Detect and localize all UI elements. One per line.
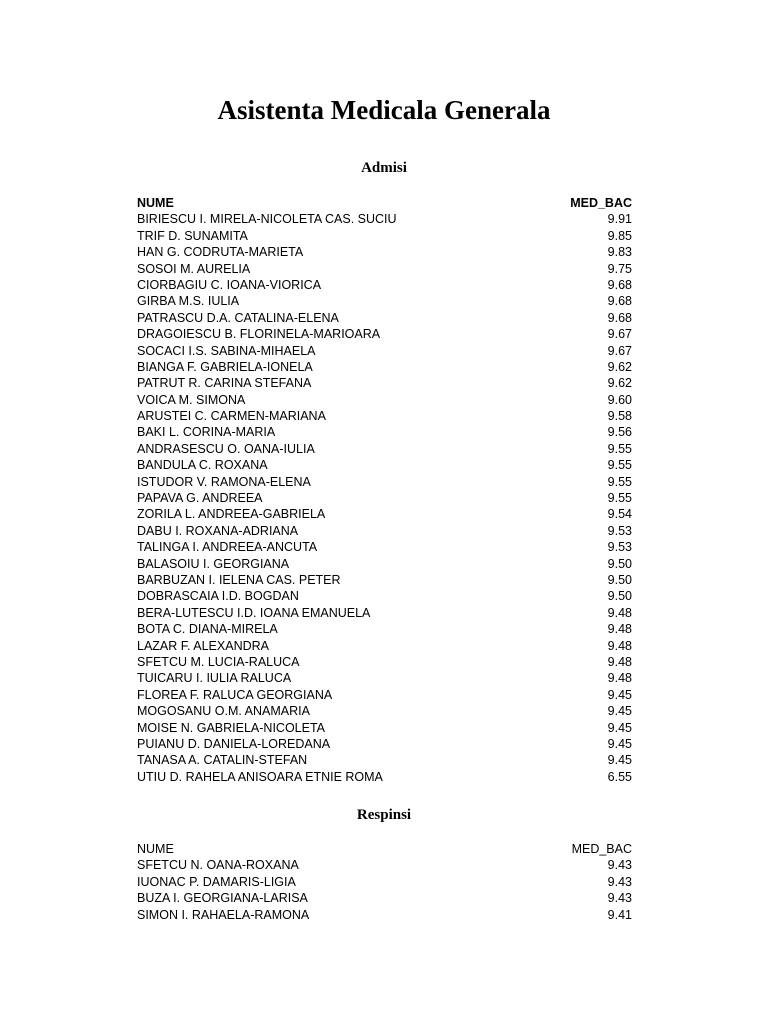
table-row — [137, 720, 632, 736]
student-name: TALINGA I. ANDREEA-ANCUTA — [137, 540, 318, 555]
med-bac-value: 6.55 — [607, 769, 632, 784]
med-bac-value: 9.48 — [607, 654, 632, 669]
med-bac-value: 9.45 — [607, 720, 632, 735]
student-name: BARBUZAN I. IELENA CAS. PETER — [137, 572, 341, 587]
table-row — [137, 441, 632, 457]
student-name: TANASA A. CATALIN-STEFAN — [137, 753, 308, 768]
med-bac-value: 9.45 — [607, 736, 632, 751]
med-bac-value: 9.43 — [607, 891, 632, 906]
student-name: MOGOSANU O.M. ANAMARIA — [137, 704, 310, 719]
med-bac-value: 9.48 — [607, 622, 632, 637]
table-row — [137, 310, 632, 326]
student-name: MOISE N. GABRIELA-NICOLETA — [137, 720, 326, 735]
med-bac-value: 9.45 — [607, 687, 632, 702]
table-row — [137, 359, 632, 375]
table-row — [137, 326, 632, 342]
table-row — [137, 857, 632, 873]
med-bac-value: 9.85 — [607, 228, 632, 243]
table-row — [137, 638, 632, 654]
table-row — [137, 670, 632, 686]
column-header-med-bac: MED_BAC — [571, 842, 632, 856]
student-name: SOCACI I.S. SABINA-MIHAELA — [137, 343, 316, 358]
student-name: SFETCU N. OANA-ROXANA — [137, 858, 299, 873]
student-name: VOICA M. SIMONA — [137, 392, 246, 407]
student-name: DRAGOIESCU B. FLORINELA-MARIOARA — [137, 327, 381, 342]
column-header-name: NUME — [137, 842, 174, 856]
student-name: BIANGA F. GABRIELA-IONELA — [137, 359, 313, 374]
table-row — [137, 523, 632, 539]
student-name: IUONAC P. DAMARIS-LIGIA — [137, 874, 296, 889]
med-bac-value: 9.62 — [607, 376, 632, 391]
med-bac-value: 9.62 — [607, 359, 632, 374]
student-name: ARUSTEI C. CARMEN-MARIANA — [137, 409, 326, 424]
table-row — [137, 556, 632, 572]
med-bac-value: 9.53 — [607, 523, 632, 538]
student-name: BIRIESCU I. MIRELA-NICOLETA CAS. SUCIU — [137, 212, 397, 227]
table-row — [137, 490, 632, 506]
student-name: PATRUT R. CARINA STEFANA — [137, 376, 312, 391]
student-name: TRIF D. SUNAMITA — [137, 228, 248, 243]
med-bac-value: 9.83 — [607, 245, 632, 260]
med-bac-value: 9.55 — [607, 441, 632, 456]
student-name: ANDRASESCU O. OANA-IULIA — [137, 441, 315, 456]
med-bac-value: 9.48 — [607, 671, 632, 686]
med-bac-value: 9.48 — [607, 605, 632, 620]
table-row — [137, 605, 632, 621]
table-row — [137, 907, 632, 923]
med-bac-value: 9.56 — [607, 425, 632, 440]
table-row — [137, 408, 632, 424]
table-row — [137, 752, 632, 768]
table-row — [137, 572, 632, 588]
student-name: BANDULA C. ROXANA — [137, 458, 268, 473]
table-row — [137, 703, 632, 719]
column-header-med-bac: MED_BAC — [570, 196, 632, 210]
table-row — [137, 874, 632, 890]
med-bac-value: 9.50 — [607, 556, 632, 571]
student-name: BAKI L. CORINA-MARIA — [137, 425, 276, 440]
table-row — [137, 228, 632, 244]
table-row — [137, 261, 632, 277]
med-bac-value: 9.68 — [607, 310, 632, 325]
table-row — [137, 588, 632, 604]
table-row — [137, 392, 632, 408]
table-row — [137, 293, 632, 309]
student-name: DABU I. ROXANA-ADRIANA — [137, 523, 299, 538]
table-row — [137, 687, 632, 703]
column-header-name: NUME — [137, 196, 174, 210]
table-row — [137, 769, 632, 785]
med-bac-value: 9.58 — [607, 409, 632, 424]
med-bac-value: 9.91 — [607, 212, 632, 227]
student-name: PAPAVA G. ANDREEA — [137, 491, 263, 506]
med-bac-value: 9.68 — [607, 294, 632, 309]
student-name: ISTUDOR V. RAMONA-ELENA — [137, 474, 311, 489]
table-row — [137, 424, 632, 440]
table-row — [137, 211, 632, 227]
student-name: ZORILA L. ANDREEA-GABRIELA — [137, 507, 326, 522]
med-bac-value: 9.41 — [607, 907, 632, 922]
med-bac-value: 9.55 — [607, 491, 632, 506]
admitted-table-header — [137, 195, 632, 211]
table-row — [137, 375, 632, 391]
med-bac-value: 9.54 — [607, 507, 632, 522]
table-row — [137, 890, 632, 906]
table-row — [137, 244, 632, 260]
student-name: BALASOIU I. GEORGIANA — [137, 556, 290, 571]
student-name: HAN G. CODRUTA-MARIETA — [137, 245, 304, 260]
med-bac-value: 9.50 — [607, 572, 632, 587]
student-name: SFETCU M. LUCIA-RALUCA — [137, 654, 300, 669]
table-row — [137, 621, 632, 637]
table-row — [137, 654, 632, 670]
table-row — [137, 343, 632, 359]
student-name: UTIU D. RAHELA ANISOARA ETNIE ROMA — [137, 769, 383, 784]
med-bac-value: 9.43 — [607, 858, 632, 873]
student-name: BOTA C. DIANA-MIRELA — [137, 622, 278, 637]
med-bac-value: 9.75 — [607, 261, 632, 276]
med-bac-value: 9.50 — [607, 589, 632, 604]
table-row — [137, 539, 632, 555]
med-bac-value: 9.67 — [607, 343, 632, 358]
med-bac-value: 9.55 — [607, 474, 632, 489]
med-bac-value: 9.43 — [607, 874, 632, 889]
rejected-section-title: Respinsi — [356, 807, 412, 823]
med-bac-value: 9.55 — [607, 458, 632, 473]
admitted-table — [137, 195, 632, 785]
student-name: PUIANU D. DANIELA-LOREDANA — [137, 736, 331, 751]
page-title: Asistenta Medicala Generala — [217, 95, 551, 125]
student-name: BERA-LUTESCU I.D. IOANA EMANUELA — [137, 605, 371, 620]
table-row — [137, 457, 632, 473]
student-name: SIMON I. RAHAELA-RAMONA — [137, 907, 310, 922]
med-bac-value: 9.67 — [607, 327, 632, 342]
rejected-table-header — [137, 841, 632, 857]
student-name: SOSOI M. AURELIA — [137, 261, 251, 276]
med-bac-value: 9.45 — [607, 704, 632, 719]
med-bac-value: 9.68 — [607, 277, 632, 292]
rejected-table — [137, 841, 632, 923]
student-name: FLOREA F. RALUCA GEORGIANA — [137, 687, 333, 702]
table-row — [137, 474, 632, 490]
table-row — [137, 277, 632, 293]
student-name: CIORBAGIU C. IOANA-VIORICA — [137, 277, 322, 292]
student-name: TUICARU I. IULIA RALUCA — [137, 671, 292, 686]
med-bac-value: 9.48 — [607, 638, 632, 653]
student-name: LAZAR F. ALEXANDRA — [137, 638, 269, 653]
med-bac-value: 9.60 — [607, 392, 632, 407]
admitted-section-title: Admisi — [361, 160, 407, 176]
student-name: BUZA I. GEORGIANA-LARISA — [137, 891, 308, 906]
student-name: PATRASCU D.A. CATALINA-ELENA — [137, 310, 339, 325]
med-bac-value: 9.53 — [607, 540, 632, 555]
student-name: DOBRASCAIA I.D. BOGDAN — [137, 589, 299, 604]
table-row — [137, 736, 632, 752]
table-row — [137, 506, 632, 522]
student-name: GIRBA M.S. IULIA — [137, 294, 240, 309]
med-bac-value: 9.45 — [607, 753, 632, 768]
